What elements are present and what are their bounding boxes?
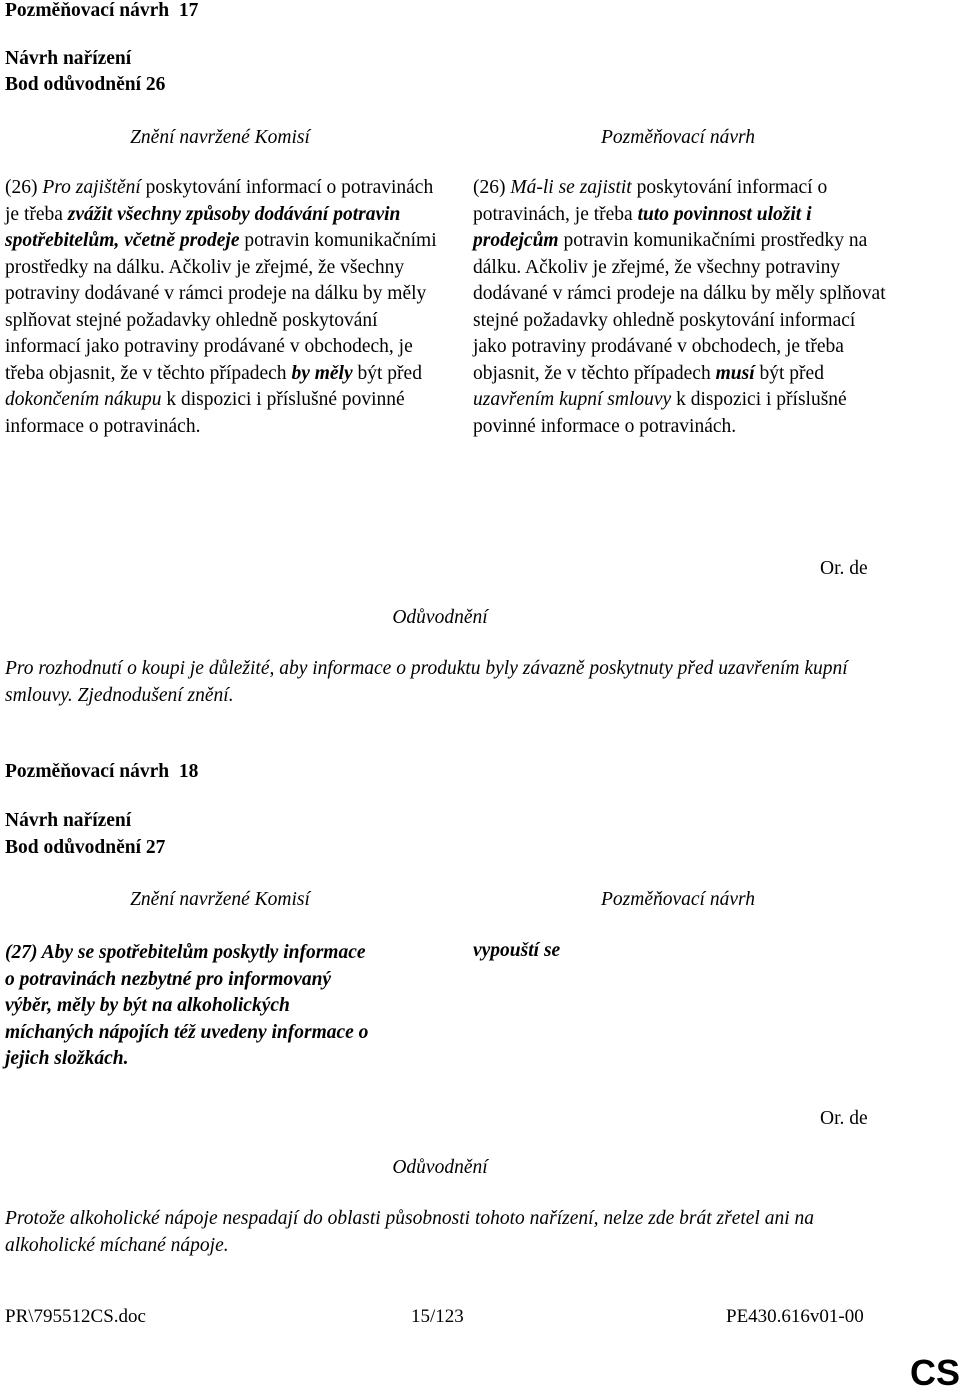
text-run-bold-italic: zvážit všechny způsoby dodávání potravin spotřebitelům, včetně prodeje [5, 203, 401, 251]
amendment-17-left-header: Znění navržené Komisí [130, 127, 310, 148]
amendment-18-justification-title: Odůvodnění [392, 1157, 488, 1178]
amendment-18-right-header: Pozměňovací návrh [601, 889, 755, 910]
text-run: (26) [5, 177, 43, 198]
amendment-18-recital: Bod odůvodnění 27 [5, 837, 166, 858]
amendment-17-commission-text [5, 175, 445, 440]
amendment-17-recital: Bod odůvodnění 26 [5, 74, 166, 95]
text-run: potravin komunikačními prostředky na dálku. Ačkoliv je zřejmé, že všechny potraviny dodávané v rámci prodeje na dálku by měly splňovat stejné požadavky ohledně poskytování informací jako potraviny prodávané v obchodech, je třeba objasnit, že v těchto případech [473, 230, 886, 384]
footer-doc-code: PE430.616v01-00 [726, 1306, 864, 1327]
text-run-bold-italic: by měly [291, 362, 353, 384]
footer-page-number: 15/123 [411, 1306, 464, 1327]
text-run-italic: dokončením nákupu [5, 389, 162, 410]
amendment-18-amended-text: vypouští se [473, 940, 561, 961]
amendment-18-commission-text: (27) Aby se spotřebitelům poskytly informace o potravinách nezbytné pro informovaný výběr, měly by být na alkoholických míchaných nápojích též uvedeny informace o jejich složkách. [5, 942, 369, 1069]
text-run-bold-italic: tuto povinnost uložit i prodejcům [473, 203, 812, 251]
text-run: (26) [473, 177, 511, 198]
text-run-bold-italic: musí [715, 362, 755, 384]
text-run: poskytování informací o potravinách, je třeba [473, 177, 828, 225]
text-run: k dispozici i příslušné povinné informace o potravinách. [473, 389, 847, 437]
text-run: poskytování informací o potravinách je třeba [5, 177, 434, 225]
text-run-italic: Má-li se zajistit [510, 177, 632, 198]
amendment-18-title: Pozměňovací návrh 18 [5, 761, 199, 782]
amendment-17-justification-text: Pro rozhodnutí o koupi je důležité, aby informace o produktu byly závazně poskytnuty před uzavřením kupní smlouvy. Zjednodušení znění. [5, 658, 848, 706]
text-run: být před [352, 362, 422, 384]
text-run: k dispozici i příslušné povinné informace o potravinách. [5, 389, 405, 437]
amendment-17-right-header: Pozměňovací návrh [601, 127, 755, 148]
amendment-17-original-language: Or. de [820, 558, 868, 579]
text-run-italic: uzavřením kupní smlouvy [473, 389, 672, 410]
text-run: potravin komunikačními prostředky na dálku. Ačkoliv je zřejmé, že všechny potraviny dodávané v rámci prodeje na dálku by měly splňovat stejné požadavky ohledně poskytování informací jako potraviny prodávané v obchodech, je třeba objasnit, že v těchto případech [5, 230, 437, 384]
amendment-18-justification-text: Protože alkoholické nápoje nespadají do oblasti působnosti tohoto nařízení, nelze zde brát zřetel ani na alkoholické míchané nápoje. [5, 1208, 815, 1256]
amendment-17-amended-text [473, 175, 893, 440]
amendment-17-proposal: Návrh nařízení [5, 48, 132, 69]
text-run: být před [754, 362, 824, 384]
footer-doc-reference: PR\795512CS.doc [5, 1306, 146, 1327]
text-run-italic: Pro zajištění [42, 177, 141, 198]
amendment-17-justification-title: Odůvodnění [392, 607, 488, 628]
amendment-18-proposal: Návrh nařízení [5, 810, 132, 831]
amendment-17-title: Pozměňovací návrh 17 [5, 0, 199, 21]
footer-language-code: CS [909, 1352, 960, 1393]
amendment-18-original-language: Or. de [820, 1108, 868, 1129]
amendment-18-left-header: Znění navržené Komisí [130, 889, 310, 910]
